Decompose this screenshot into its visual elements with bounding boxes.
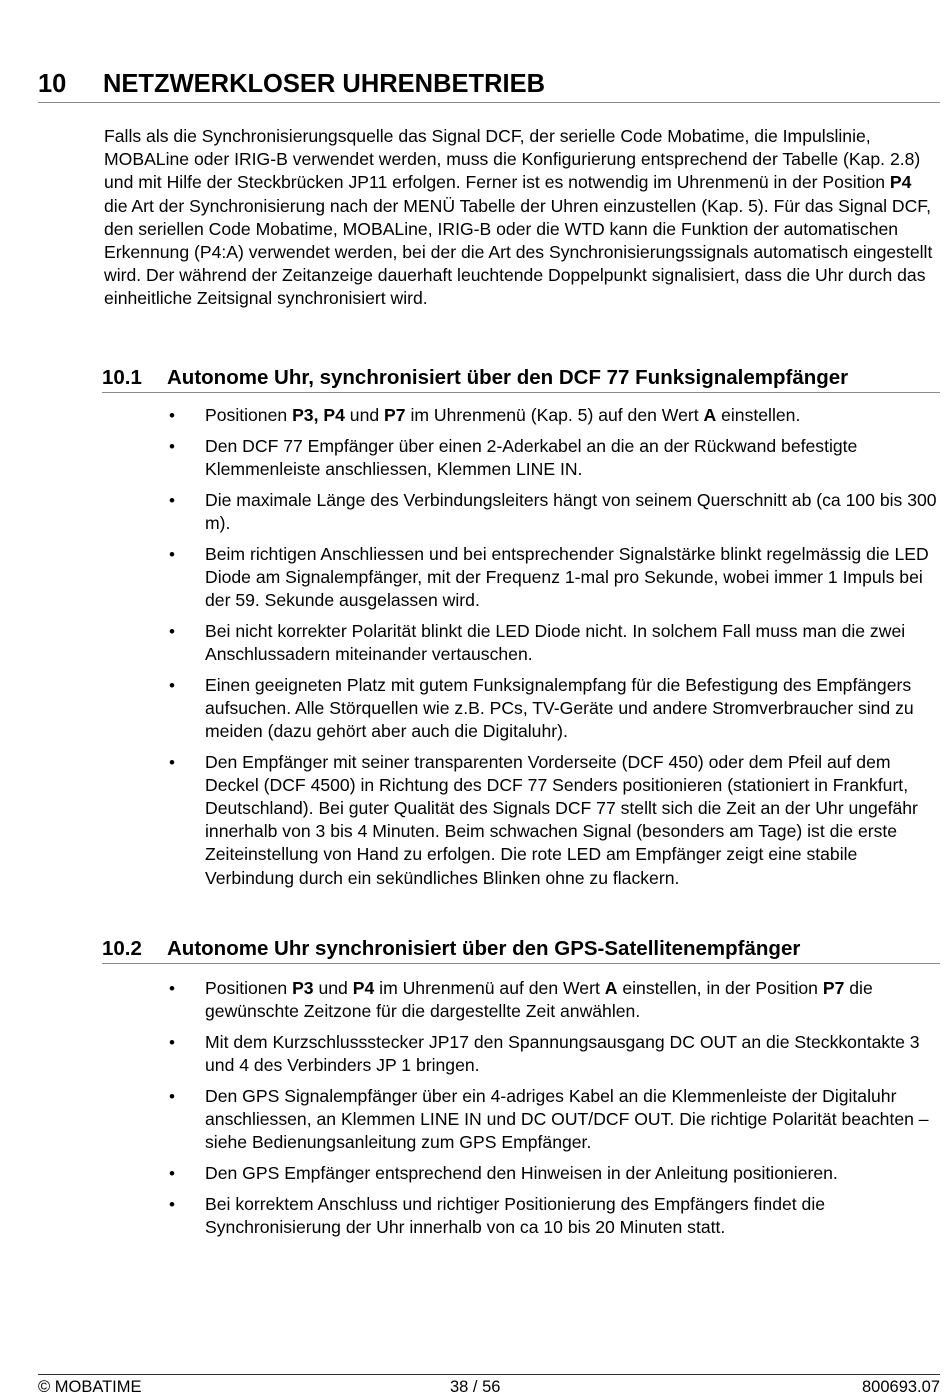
bullet-item [0, 1085, 950, 1155]
chapter-heading [38, 66, 940, 103]
bullet-item [0, 674, 950, 744]
intro-paragraph [104, 125, 939, 311]
section-number: 10.2 [102, 937, 142, 960]
bullet-icon: • [169, 544, 175, 564]
footer-document-number: 800693.07 [862, 1378, 940, 1396]
chapter-title: NETZWERKLOSER UHRENBETRIEB [103, 70, 546, 98]
bold-text: P4 [889, 172, 912, 193]
text-run: einstellen, in der Position [617, 978, 823, 998]
footer-page-number: 38 / 56 [450, 1378, 501, 1396]
bullet-icon: • [169, 1194, 175, 1214]
text-run: Beim richtigen Anschliessen und bei entsprechender Signalstärke blinkt regelmässig die LED Diode am Signalempfänger, mit der Frequenz 1-mal pro Sekunde, wobei immer 1 Impuls bei der 59. Sekunde ausgelassen wird. [205, 543, 929, 610]
text-run: Einen geeigneten Platz mit gutem Funksignalempfang für die Befestigung des Empfängers aufsuchen. Alle Störquellen wie z.B. PCs, TV-Geräte und andere Stromverbraucher sind zu meiden (dazu gehört aber auch die Digitaluhr). [205, 674, 914, 741]
text-run: Den Empfänger mit seiner transparenten Vorderseite (DCF 450) oder dem Pfeil auf dem Deckel (DCF 4500) in Richtung des DCF 77 Senders positionieren (stationiert in Frankfurt, Deutschland). Bei guter Qualität des Signals DCF 77 stellt sich die Zeit an der Uhr ungefähr innerhalb von 3 bis 4 Minuten. Beim schwachen Signal (besonders am Tage) ist die erste Zeiteinstellung von Hand zu erfolgen. Die rote LED am Empfänger zeigt eine stabile Verbindung durch ein sekündliches Blinken ohne zu flackern. [205, 751, 918, 888]
bullet-icon: • [169, 406, 175, 425]
text-run: einstellen. [716, 405, 801, 425]
text-run: Positionen [205, 405, 293, 425]
bold-text: P3 [292, 978, 314, 998]
section-heading-10-2 [102, 935, 940, 964]
bullet-icon: • [169, 436, 175, 456]
chapter-number: 10 [38, 70, 67, 98]
text-run: Mit dem Kurzschlussstecker JP17 den Spannungsausgang DC OUT an die Steckkontakte 3 und 4 des Verbinders JP 1 bringen. [205, 1031, 920, 1076]
bullet-icon: • [169, 1086, 175, 1106]
bullet-item [0, 435, 950, 481]
bullet-icon: • [169, 675, 175, 695]
text-run: Den GPS Signalempfänger über ein 4-adriges Kabel an die Klemmenleiste der Digitaluhr anschliessen, an Klemmen LINE IN und DC OUT/DCF OUT. Die richtige Polarität beachten – siehe Bedienungsanleitung zum GPS Empfänger. [205, 1085, 929, 1153]
bold-text: P7 [822, 978, 845, 998]
bullet-item [0, 1031, 950, 1077]
bold-text: A [703, 405, 717, 425]
page-footer [38, 1374, 940, 1397]
bold-text: P7 [384, 405, 406, 425]
text-run: im Uhrenmenü (Kap. 5) auf den Wert [405, 405, 704, 425]
text-run: Bei nicht korrekter Polarität blinkt die LED Diode nicht. In solchem Fall muss man die zwei Anschlussadern miteinander vertauschen. [205, 620, 906, 664]
bullet-item [0, 543, 950, 613]
bullet-item [0, 751, 950, 890]
bold-text: A [604, 978, 618, 998]
text-run: Bei korrektem Anschluss und richtiger Positionierung des Empfängers findet die Synchronisierung der Uhr innerhalb von ca 10 bis 20 Minuten statt. [205, 1193, 826, 1237]
bullet-item [0, 977, 950, 1023]
bullet-item [0, 1162, 950, 1185]
bullet-icon: • [169, 752, 175, 772]
text-run: Positionen [205, 978, 293, 998]
bullet-item [0, 1193, 950, 1239]
text-run: die gewünschte Zeitzone für die dargestellte Zeit anwählen. [205, 978, 873, 1022]
bullet-icon: • [169, 1032, 175, 1052]
bullet-icon: • [169, 490, 175, 510]
bold-text: P3, P4 [292, 405, 345, 425]
section-10-1-bullet-list [0, 404, 950, 897]
text-run: die Art der Synchronisierung nach der MENÜ Tabelle der Uhren einzustellen (Kap. 5). Für das Signal DCF, den seriellen Code Mobatime, MOBALine, IRIG-B oder die WTD kann die Funktion der automatischen Erkennung (P4:A) verwendet werden, bei der die Art des Synchronisierungssignals automatisch eingestellt wird. Der während der Zeitanzeige dauerhaft leuchtende Doppelpunkt signalisiert, dass die Uhr durch das einheitliche Zeitsignal synchronisiert wird. [104, 195, 933, 309]
section-title: Autonome Uhr, synchronisiert über den DCF 77 Funksignalempfänger [167, 366, 849, 389]
section-title: Autonome Uhr synchronisiert über den GPS-Satellitenempfänger [167, 937, 801, 960]
text-run: und [313, 978, 353, 998]
bold-text: P4 [352, 978, 375, 998]
text-run: Die maximale Länge des Verbindungsleiters hängt von seinem Querschnitt ab (ca 100 bis 300 m). [205, 489, 937, 533]
footer-copyright: © MOBATIME [38, 1378, 142, 1396]
bullet-item [0, 489, 950, 535]
section-10-2-bullet-list [0, 977, 950, 1247]
text-run: Falls als die Synchronisierungsquelle das Signal DCF, der serielle Code Mobatime, die Impulslinie, MOBALine oder IRIG-B verwendet werden, muss die Konfigurierung entsprechend der Tabelle (Kap. 2.8) und mit Hilfe der Steckbrücken JP11 erfolgen. Ferner ist es notwendig im Uhrenmenü in der Position [104, 126, 921, 193]
bullet-item [0, 404, 950, 427]
text-run: und [344, 405, 385, 425]
bullet-icon: • [169, 621, 175, 641]
bullet-icon: • [169, 1163, 175, 1183]
text-run: Den GPS Empfänger entsprechend den Hinweisen in der Anleitung positionieren. [205, 1162, 838, 1183]
bullet-icon: • [169, 979, 175, 998]
bullet-item [0, 620, 950, 666]
text-run: Den DCF 77 Empfänger über einen 2-Aderkabel an die an der Rückwand befestigte Klemmenleiste anschliessen, Klemmen LINE IN. [205, 435, 858, 479]
section-heading-10-1 [102, 364, 940, 393]
section-number: 10.1 [102, 366, 142, 389]
text-run: im Uhrenmenü auf den Wert [374, 978, 605, 998]
